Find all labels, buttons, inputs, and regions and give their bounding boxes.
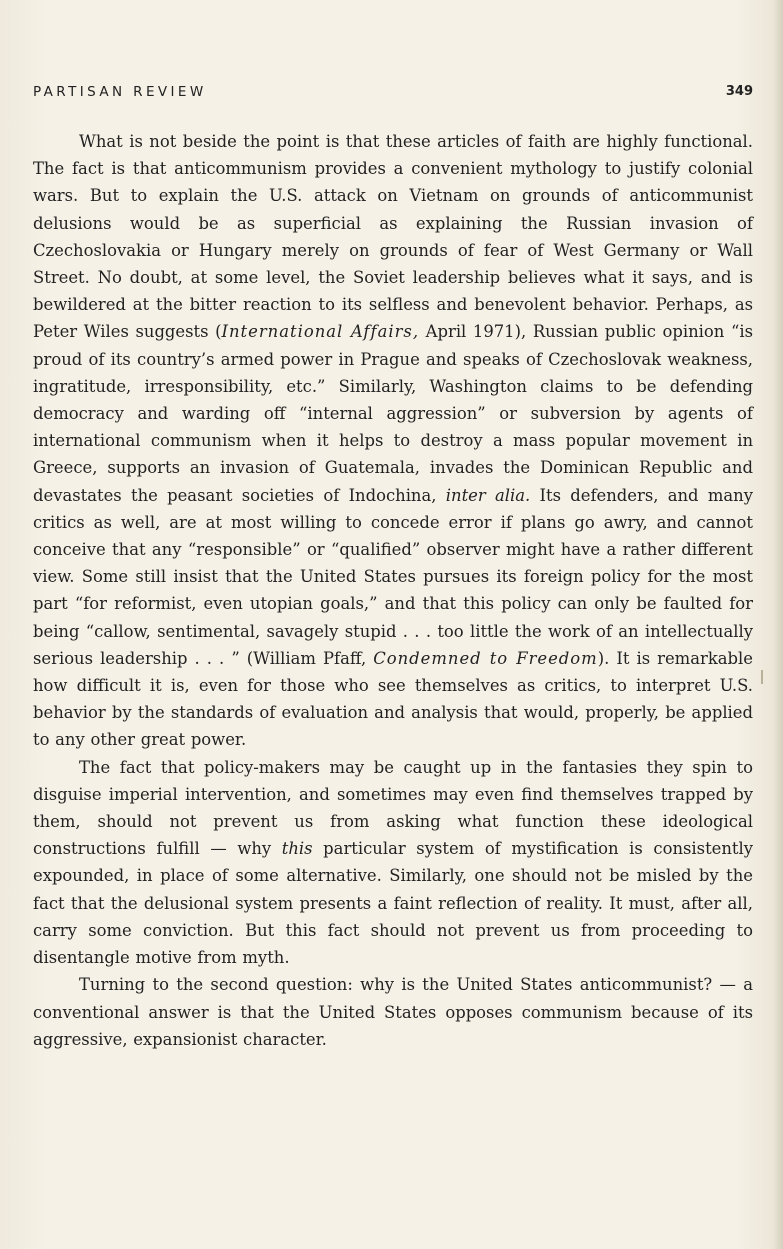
- paragraph-2: [33, 754, 753, 972]
- page-edge-shadow: [773, 0, 783, 1249]
- paragraph-1-text: ). It is remarkable how difficult it is, even for those who see themselves as critics, to interpret U.S. behavior by the standards of evaluation and analysis that would, properly, be applied to any other great power.: [33, 648, 753, 750]
- paragraph-2-text: particular system of mystification is consistently expounded, in place of some alternative. Similarly, one should not be misled by the fact that the delusional system presents a faint reflection of reality. It must, after all, carry some conviction. But this fact should not prevent us from proceeding to disentangle motive from myth.: [33, 839, 753, 968]
- paragraph-2-text: The fact that policy-makers may be caught up in the fantasies they spin to disguise imperial intervention, and sometimes may even find themselves trapped by them, should not prevent us from asking what function these ideological constructions fulfill — why: [33, 757, 753, 859]
- paragraph-1-text: April 1971), Russian public opinion “is proud of its country’s armed power in Prague and speaks of Czechoslovak weakness, ingratitude, irresponsibility, etc.” Similarly, Washington claims to be defending democracy and warding off “internal aggression” or subversion by agents of international communism when it helps to destroy a mass popular movement in Greece, supports an invasion of Guatemala, invades the Dominican Republic and devastates the peasant societies of Indochina,: [33, 322, 753, 505]
- citation-condemned-to-freedom: Condemned to Freedom: [373, 648, 598, 668]
- paragraph-1-text: Its defenders, and many critics as well, are at most willing to concede error if plans go awry, and cannot conceive that any “responsible” or “qualified” observer might have a rather different view. Some still insist that the United States pursues its foreign policy for the most part “for reformist, even utopian goals,” and that this policy can only be faulted for being “callow, sentimental, savagely stupid . . . too little the work of an intellectually serious leadership . . . ” (William Pfaff,: [33, 485, 753, 668]
- latin-phrase: inter alia.: [445, 485, 531, 505]
- journal-title: PARTISAN REVIEW: [33, 84, 207, 100]
- paragraph-1-text: What is not beside the point is that these articles of faith are highly functional. The fact is that anticommunism provides a convenient mythology to justify colonial wars. But to explain the U.S. attack on Vietnam on grounds of anticommunist delusions would be as superficial as explaining the Russian invasion of Czechoslovakia or Hungary merely on grounds of fear of West Germany or Wall Street. No doubt, at some level, the Soviet leadership believes what it says, and is bewildered at the bitter reaction to its selfless and benevolent behavior. Perhaps, as Peter Wiles suggests (: [33, 132, 753, 342]
- citation-international-affairs: International Affairs,: [221, 322, 420, 342]
- body-text: [33, 128, 753, 1053]
- paragraph-3-text: Turning to the second question: why is the United States anticommunist? — a conventional answer is that the United States opposes communism because of its aggressive, expansionist character.: [33, 975, 753, 1049]
- margin-mark: [761, 670, 763, 684]
- emphasis-this: this: [281, 839, 313, 859]
- paragraph-1: [33, 128, 753, 754]
- page-number: 349: [725, 84, 753, 99]
- paragraph-3: [33, 971, 753, 1053]
- running-header: [33, 84, 753, 106]
